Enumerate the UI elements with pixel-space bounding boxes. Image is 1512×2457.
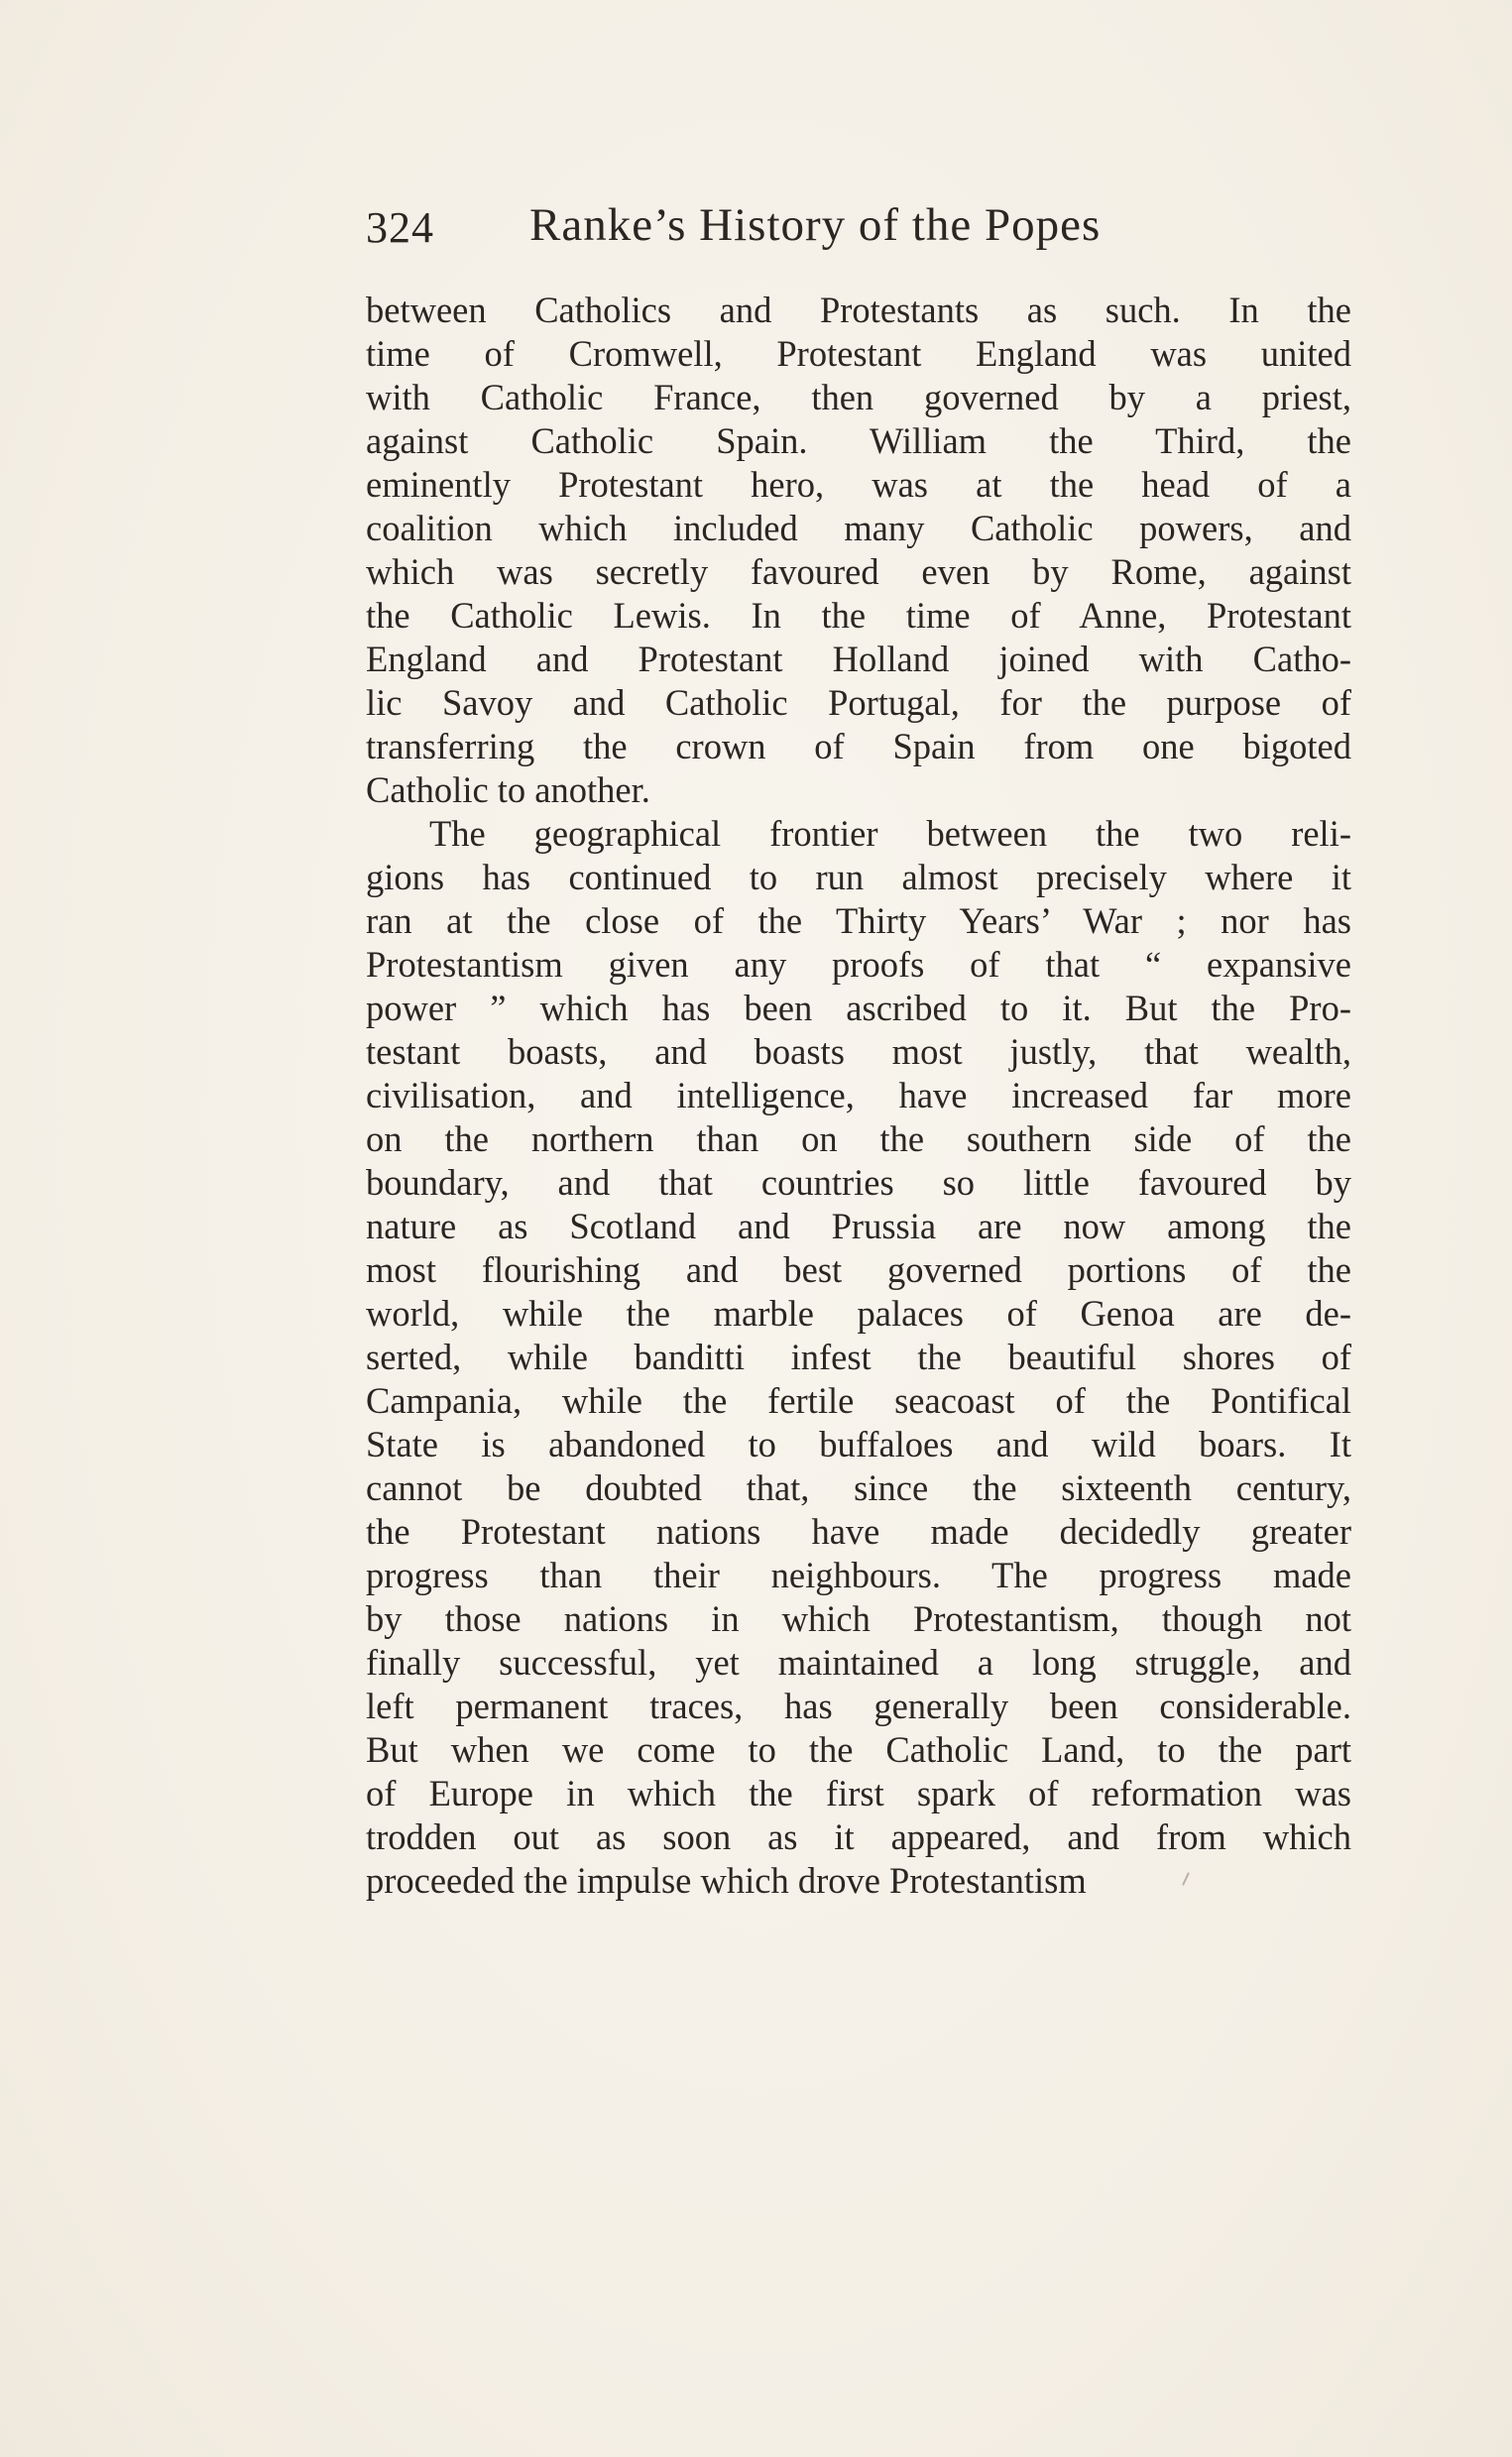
text-line: The geographical frontier between the two reli- [429,813,1351,854]
text-line: on the northern than on the southern side of the [366,1118,1351,1159]
text-line: State is abandoned to buffaloes and wild boars. It [366,1424,1351,1464]
text-line: of Europe in which the first spark of reformation was [366,1773,1351,1814]
text-line: world, while the marble palaces of Genoa are de- [366,1293,1351,1334]
page-number: 324 [366,203,434,252]
text-line: the Catholic Lewis. In the time of Anne, Protestant [366,595,1351,636]
text-line: finally successful, yet maintained a long struggle, and [366,1642,1351,1683]
text-line: England and Protestant Holland joined with Catho- [366,639,1351,679]
text-line: with Catholic France, then governed by a priest, [366,377,1351,417]
text-line: transferring the crown of Spain from one bigoted [366,726,1351,766]
text-line: most flourishing and best governed portions of the [366,1249,1351,1290]
text-line: eminently Protestant hero, was at the head of a [366,464,1351,505]
text-line: between Catholics and Protestants as such. In the [366,290,1351,330]
text-line: which was secretly favoured even by Rome, against [366,551,1351,592]
text-line: ran at the close of the Thirty Years’ War ; nor has [366,900,1351,941]
body-text [366,289,1351,1903]
text-line: proceeded the impulse which drove Protestantism [366,1860,1087,1901]
text-line: the Protestant nations have made decidedly greater [366,1511,1351,1552]
text-line: lic Savoy and Catholic Portugal, for the purpose of [366,682,1351,723]
text-line: civilisation, and intelligence, have increased far more [366,1075,1351,1115]
text-line: progress than their neighbours. The progress made [366,1555,1351,1595]
text-line: gions has continued to run almost precisely where it [366,857,1351,897]
running-title: Ranke’s History of the Popes [529,199,1102,251]
text-line: Catholic to another. [366,769,650,810]
text-line: testant boasts, and boasts most justly, that wealth, [366,1031,1351,1072]
text-line: Protestantism given any proofs of that “ expansive [366,944,1351,985]
text-line: by those nations in which Protestantism, though not [366,1598,1351,1639]
text-line: cannot be doubted that, since the sixteenth century, [366,1467,1351,1508]
text-line: serted, while banditti infest the beautiful shores of [366,1337,1351,1377]
running-head [366,198,1338,258]
text-line: boundary, and that countries so little favoured by [366,1162,1351,1203]
text-line: nature as Scotland and Prussia are now among the [366,1206,1351,1246]
text-line: power ” which has been ascribed to it. But the Pro- [366,988,1351,1028]
paragraph [366,289,1351,812]
paragraph [366,812,1351,1903]
text-line: trodden out as soon as it appeared, and from which [366,1816,1351,1857]
text-line: coalition which included many Catholic powers, and [366,508,1351,548]
text-line: But when we come to the Catholic Land, to the part [366,1729,1351,1770]
text-line: against Catholic Spain. William the Third, the [366,420,1351,461]
text-line: time of Cromwell, Protestant England was united [366,333,1351,374]
text-line: left permanent traces, has generally been considerable. [366,1686,1351,1726]
text-line: Campania, while the fertile seacoast of the Pontifical [366,1380,1351,1421]
